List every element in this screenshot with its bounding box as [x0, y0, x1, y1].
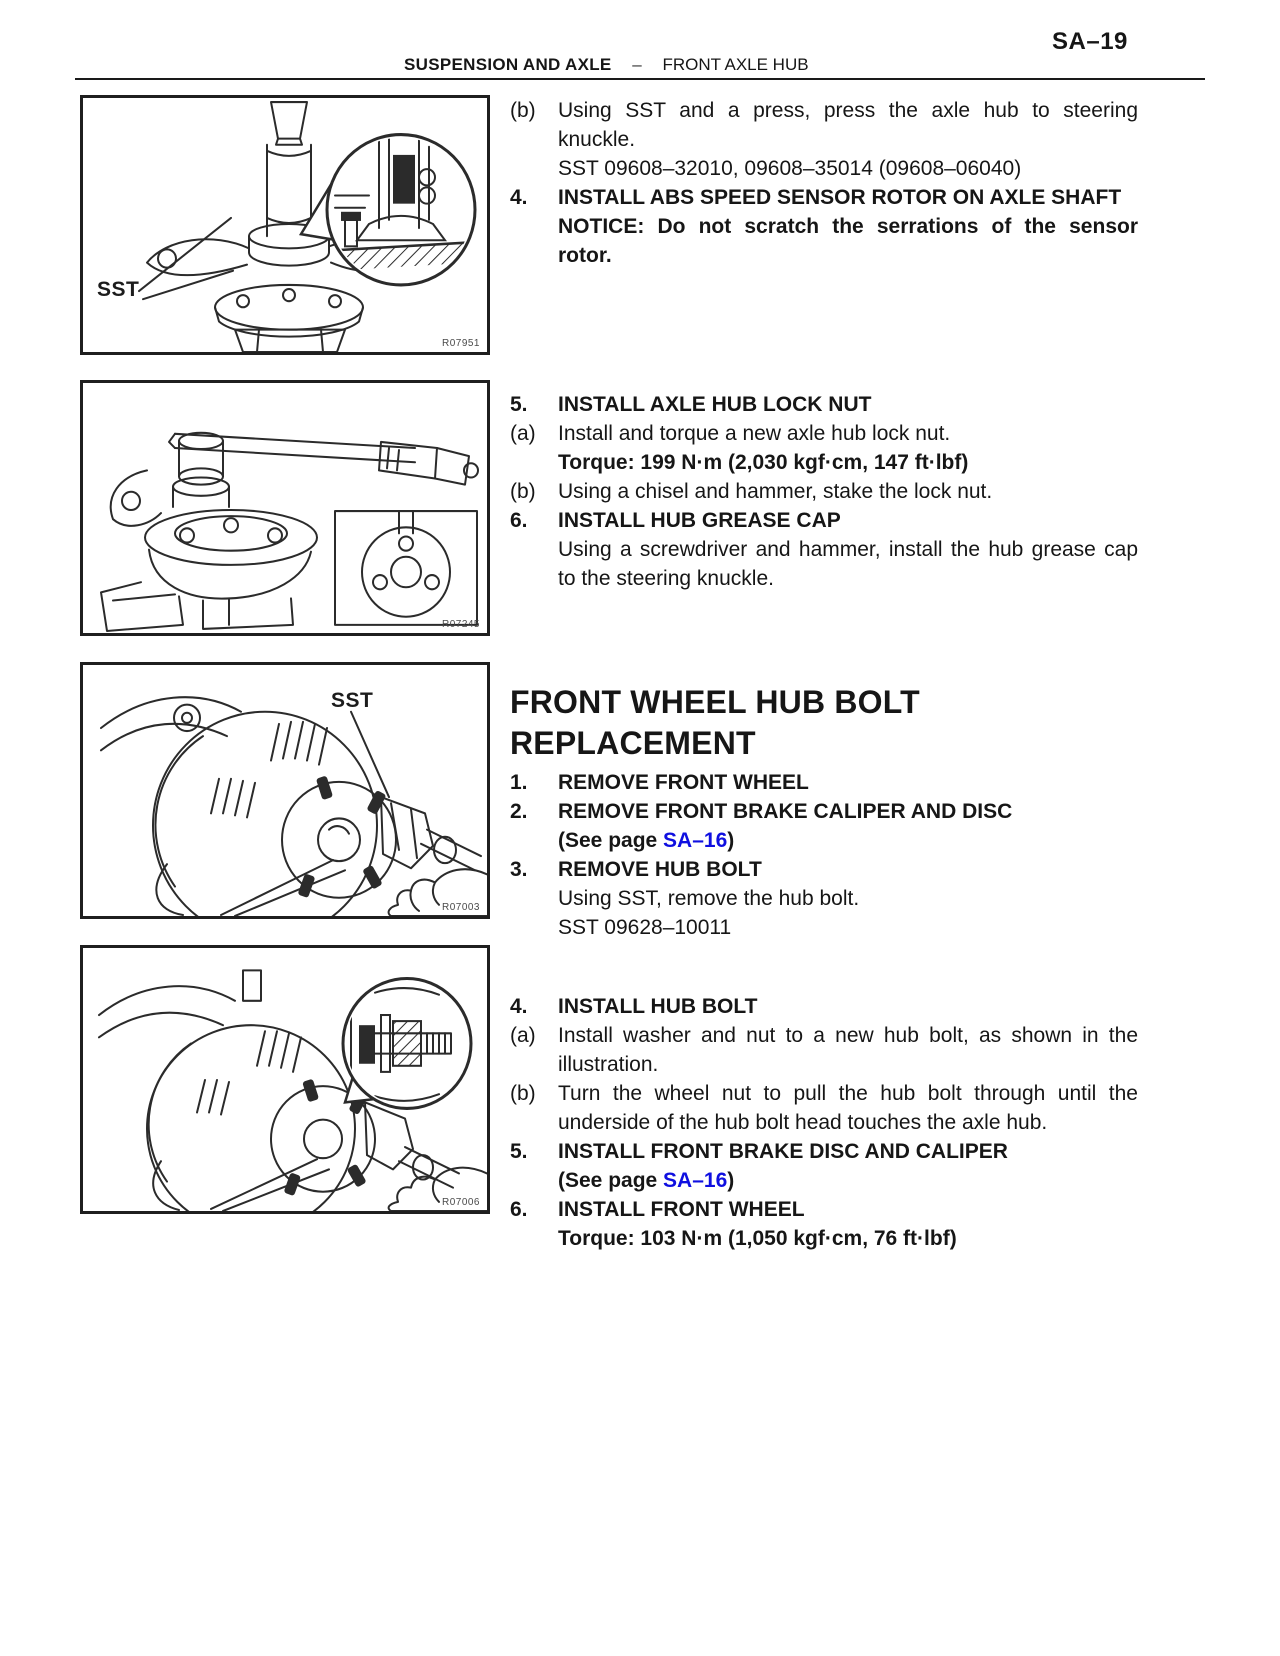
- item-text: SST 09608–32010, 09608–35014 (09608–06040): [558, 157, 1022, 180]
- sst-numbers-line: [510, 154, 1140, 183]
- item-marker: 1.: [510, 771, 528, 794]
- item-text: Using a chisel and hammer, stake the lock nut.: [558, 480, 993, 503]
- see-page-prefix: (See page: [558, 1169, 664, 1192]
- step-install-hub-bolt: [510, 992, 1140, 1021]
- link-page-sa-16[interactable]: SA–16: [663, 829, 728, 852]
- page-header: [404, 55, 809, 75]
- link-page-sa-16[interactable]: SA–16: [663, 1169, 728, 1192]
- item-marker: [510, 1224, 558, 1253]
- item-marker: 3.: [510, 858, 528, 881]
- substep-install-washer-nut: [510, 1021, 1140, 1079]
- item-text: REMOVE HUB BOLT: [558, 858, 762, 881]
- step-remove-hub-bolt: [510, 855, 1140, 884]
- see-page-suffix: ): [727, 1169, 735, 1192]
- item-marker: (a): [510, 1024, 536, 1047]
- item-text: INSTALL HUB BOLT: [558, 995, 758, 1018]
- item-text: Using a screwdriver and hammer, install the hub grease cap to the steering knuckle.: [558, 538, 1138, 590]
- header-separator: –: [632, 55, 642, 74]
- item-marker: [510, 913, 558, 942]
- page-number: SA–19: [1052, 28, 1128, 55]
- header-rule: [75, 78, 1205, 80]
- item-marker: (b): [510, 1082, 536, 1105]
- figure-code: R07006: [441, 1197, 480, 1208]
- item-text: Turn the wheel nut to pull the hub bolt through until the underside of the hub bolt head touches the axle hub.: [558, 1082, 1138, 1134]
- remove-hub-bolt-detail: [510, 884, 1140, 913]
- figure-code: R07951: [441, 338, 480, 349]
- figure-hub-bolt-removal: [80, 662, 490, 919]
- item-text: SST 09628–10011: [558, 916, 732, 939]
- item-text: INSTALL HUB GREASE CAP: [558, 509, 841, 532]
- instructions-press-and-abs-rotor: [510, 96, 1140, 270]
- item-text: Torque: 103 N·m (1,050 kgf·cm, 76 ft·lbf): [558, 1227, 957, 1250]
- item-marker: 6.: [510, 509, 528, 532]
- see-page-suffix: ): [727, 829, 735, 852]
- item-marker: (a): [510, 422, 536, 445]
- item-marker: [510, 884, 558, 913]
- step-install-disc-caliper: [510, 1137, 1140, 1166]
- substep-stake-lock-nut: [510, 477, 1140, 506]
- item-marker: [510, 535, 558, 593]
- see-page-text: [558, 826, 1138, 855]
- header-subsection-title: FRONT AXLE HUB: [662, 55, 809, 74]
- step-press-axle-hub: [510, 96, 1140, 154]
- item-marker: (b): [510, 99, 536, 122]
- figure-press-axle-hub: [80, 95, 490, 355]
- step-install-abs-sensor-rotor: [510, 183, 1140, 212]
- item-text: NOTICE: Do not scratch the serrations of the sensor rotor.: [558, 215, 1138, 267]
- hub-bolt-removal-drawing: [83, 665, 487, 916]
- figure-hub-lock-nut-torque: [80, 380, 490, 636]
- step-install-front-wheel: [510, 1195, 1140, 1224]
- press-axle-hub-drawing: [83, 98, 487, 352]
- hub-bolt-install-drawing: [83, 948, 487, 1211]
- item-marker: [510, 212, 558, 270]
- instructions-lock-nut-grease-cap: [510, 390, 1140, 593]
- item-text: REMOVE FRONT BRAKE CALIPER AND DISC: [558, 800, 1013, 823]
- torque-spec-line: [510, 448, 1140, 477]
- figure-code: R07003: [441, 902, 480, 913]
- step-remove-caliper-disc: [510, 797, 1140, 826]
- step-remove-front-wheel: [510, 768, 1140, 797]
- item-marker: [510, 154, 558, 183]
- item-marker: 6.: [510, 1198, 528, 1221]
- header-section-title: SUSPENSION AND AXLE: [404, 55, 612, 74]
- item-marker: [510, 448, 558, 477]
- see-page-line: [510, 826, 1140, 855]
- see-page-text: [558, 1166, 1138, 1195]
- figure-code: R07245: [441, 619, 480, 630]
- section-title: FRONT WHEEL HUB BOLT REPLACEMENT: [510, 684, 920, 761]
- see-page-prefix: (See page: [558, 829, 664, 852]
- instructions-hub-bolt-removal: [510, 768, 1140, 942]
- item-marker: 4.: [510, 995, 528, 1018]
- item-text: Using SST and a press, press the axle hub to steering knuckle.: [558, 99, 1138, 151]
- notice-line: [510, 212, 1140, 270]
- item-marker: [510, 826, 558, 855]
- item-marker: [510, 1166, 558, 1195]
- step-install-lock-nut: [510, 390, 1140, 419]
- substep-torque-lock-nut: [510, 419, 1140, 448]
- sst-callout-label: SST: [97, 278, 140, 301]
- step-install-grease-cap: [510, 506, 1140, 535]
- item-text: INSTALL ABS SPEED SENSOR ROTOR ON AXLE SHAFT: [558, 186, 1122, 209]
- lock-nut-torque-drawing: [83, 383, 487, 633]
- sst-number-line: [510, 913, 1140, 942]
- item-text: INSTALL AXLE HUB LOCK NUT: [558, 393, 872, 416]
- item-marker: 5.: [510, 1140, 528, 1163]
- item-text: Using SST, remove the hub bolt.: [558, 887, 860, 910]
- item-text: INSTALL FRONT BRAKE DISC AND CALIPER: [558, 1140, 1008, 1163]
- item-text: INSTALL FRONT WHEEL: [558, 1198, 805, 1221]
- item-text: Torque: 199 N·m (2,030 kgf·cm, 147 ft·lbf): [558, 451, 969, 474]
- item-text: Install washer and nut to a new hub bolt, as shown in the illustration.: [558, 1024, 1138, 1076]
- instructions-hub-bolt-install: [510, 992, 1140, 1253]
- see-page-line: [510, 1166, 1140, 1195]
- item-marker: 5.: [510, 393, 528, 416]
- item-text: REMOVE FRONT WHEEL: [558, 771, 809, 794]
- grease-cap-detail: [510, 535, 1140, 593]
- sst-callout-label: SST: [331, 689, 374, 712]
- substep-turn-wheel-nut: [510, 1079, 1140, 1137]
- torque-spec-line: [510, 1224, 1140, 1253]
- item-marker: 2.: [510, 800, 528, 823]
- item-marker: 4.: [510, 186, 528, 209]
- item-marker: (b): [510, 480, 536, 503]
- item-text: Install and torque a new axle hub lock nut.: [558, 422, 951, 445]
- figure-hub-bolt-install: [80, 945, 490, 1214]
